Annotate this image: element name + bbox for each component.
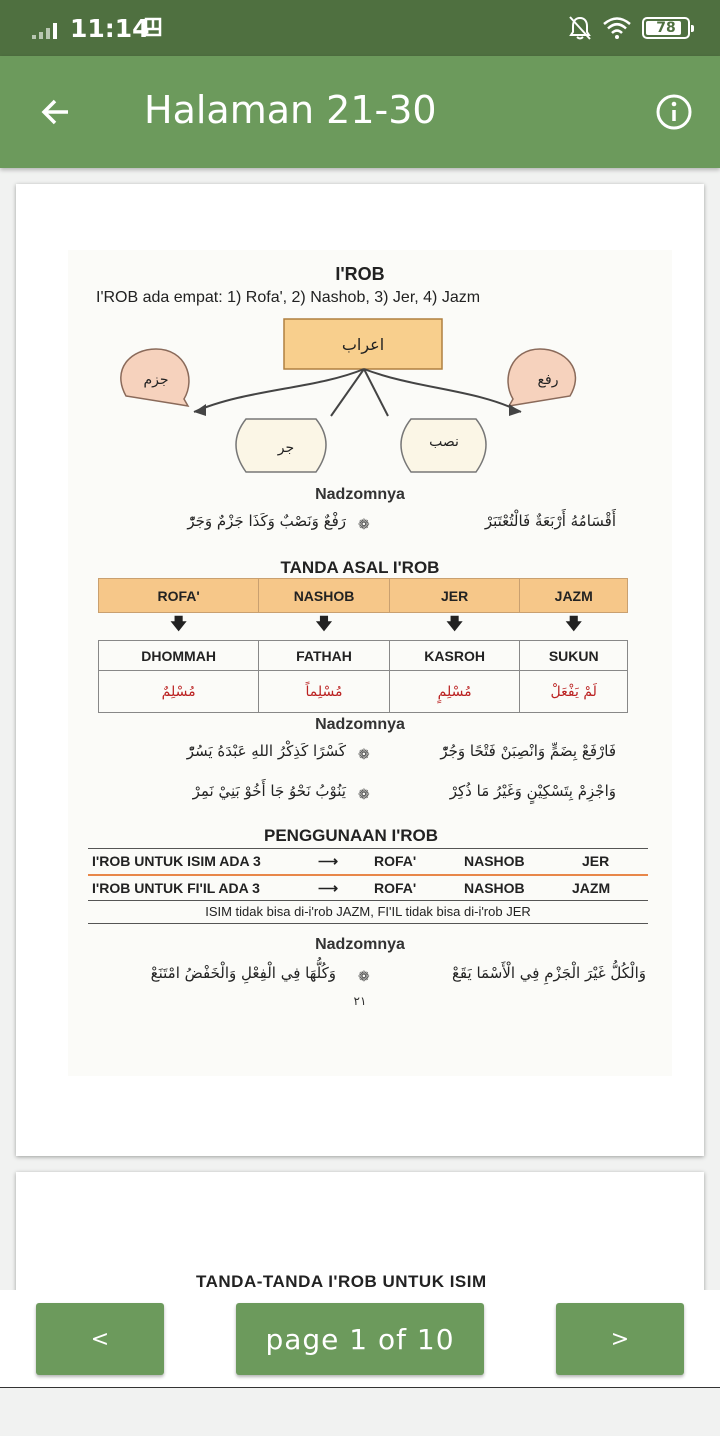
diagram-bottom-left-label: جر [277, 440, 295, 456]
arrow-down-icon: 🡇 [565, 616, 582, 633]
table-header-cell: ROFA' [99, 579, 259, 613]
intro-text: I'ROB ada empat: 1) Rofa', 2) Nashob, 3) Jer, 4) Jazm [96, 289, 481, 306]
notifications-off-icon [568, 15, 592, 41]
irob-diagram [16, 184, 704, 504]
table-note: ISIM tidak bisa di-i'rob JAZM, FI'IL tidak bisa di-i'rob JER [88, 900, 648, 924]
row-label: I'ROB UNTUK ISIM ADA 3 [92, 853, 261, 869]
status-bar [0, 0, 720, 56]
flower-ornament-icon: ❁ [358, 746, 370, 762]
verse-line: كَسْرًا كَذِكْرُ اللهِ عَبْدَهُ يَسُرّْ [186, 742, 346, 760]
next-page-button[interactable]: > [556, 1303, 684, 1375]
verse-line: فَارْفَعْ بِضَمٍّ وَانْصِبَنْ فَتْحًا وَجُرّْ [440, 742, 616, 760]
info-button[interactable] [648, 86, 700, 138]
diagram-center-label: اعراب [341, 335, 385, 354]
diagram-left-label: جزم [143, 372, 169, 388]
table-cell: ROFA' [374, 853, 417, 869]
arrow-down-icon: 🡇 [446, 616, 463, 633]
flower-ornament-icon: ❁ [358, 968, 370, 984]
screenshot-icon [144, 16, 164, 38]
verse-line: وَكُلُّهَا فِي الْفِعْلِ وَالْخَفْضُ امْتَنَعْ [150, 964, 336, 982]
row-label: I'ROB UNTUK FI'IL ADA 3 [92, 880, 260, 896]
info-circle-icon [655, 93, 693, 131]
page-number: ٢١ [353, 994, 367, 1008]
table-cell: مُسْلِمٍ [389, 671, 520, 713]
system-navigation-area [0, 1389, 720, 1436]
table-cell: ROFA' [374, 880, 417, 896]
arrow-right-icon: ⟶ [318, 880, 339, 896]
section-title: TANDA-TANDA I'ROB UNTUK ISIM [196, 1272, 487, 1290]
flower-ornament-icon: ❁ [358, 516, 370, 532]
pdf-viewer[interactable] [0, 168, 720, 1290]
table-cell: DHOMMAH [99, 641, 259, 671]
table-cell: مُسْلِماً [259, 671, 390, 713]
verse-line: وَالْكُلُّ غَيْرَ الْجَزْمِ فِي الْأَسْمَا يَقَعْ [451, 964, 646, 982]
diagram-right-label: رفع [537, 372, 559, 388]
table-cell: JER [582, 853, 610, 869]
diagram-bottom-right-label: نصب [429, 434, 459, 450]
verse-line: يَنُوْبُ نَحْوُ جَا أَخُوْ بَنِيْ نَمِرْ [192, 782, 346, 800]
nadzomnya-heading: Nadzomnya [315, 486, 405, 503]
tanda-asal-table [98, 578, 628, 713]
section-title-penggunaan: PENGGUNAAN I'ROB [264, 826, 439, 845]
nadzomnya-heading: Nadzomnya [315, 716, 405, 733]
back-button[interactable] [30, 86, 82, 138]
table-cell: SUKUN [520, 641, 628, 671]
table-header-cell: JAZM [520, 579, 628, 613]
table-header-cell: JER [389, 579, 520, 613]
page-indicator-button[interactable]: page 1 of 10 [236, 1303, 484, 1375]
page-title: Halaman 21-30 [144, 88, 437, 132]
wifi-icon [602, 16, 632, 40]
table-cell: NASHOB [464, 880, 525, 896]
nadzomnya-heading: Nadzomnya [315, 936, 405, 953]
verse-line: وَاجْزِمْ بِتَسْكِيْنٍ وَغَيْرُ مَا ذُكِرْ [449, 782, 616, 800]
table-cell: لَمْ يَفْعَلْ [520, 671, 628, 713]
document-page [16, 184, 704, 1156]
table-cell: مُسْلِمٌ [99, 671, 259, 713]
penggunaan-table [88, 848, 648, 924]
table-cell: FATHAH [259, 641, 390, 671]
arrow-down-icon: 🡇 [170, 616, 187, 633]
table-cell: NASHOB [464, 853, 525, 869]
table-header-cell: NASHOB [259, 579, 390, 613]
battery-icon [642, 17, 690, 39]
document-page [16, 1172, 704, 1290]
arrow-left-icon [40, 96, 72, 128]
table-row [88, 848, 648, 874]
arrow-down-icon: 🡇 [315, 616, 333, 633]
section-title-tanda: TANDA ASAL I'ROB [280, 558, 440, 577]
table-cell: KASROH [389, 641, 520, 671]
battery-level: 78 [656, 20, 676, 36]
table-cell: JAZM [572, 880, 611, 896]
app-bar [0, 56, 720, 168]
table-row [88, 874, 648, 900]
verse-line: رَفْعٌ وَنَصْبٌ وَكَذَا جَزْمٌ وَجَرّْ [187, 512, 346, 530]
flower-ornament-icon: ❁ [358, 786, 370, 802]
arrow-right-icon: ⟶ [318, 853, 339, 869]
verse-line: أَقْسَامُهُ أَرْبَعَةٌ فَالْتُعْتَبَرْ [484, 512, 616, 530]
page-navigation-bar [0, 1290, 720, 1388]
previous-page-button[interactable]: < [36, 1303, 164, 1375]
status-time: 11:14 [70, 14, 150, 43]
section-title-irob: I'ROB [335, 264, 385, 284]
signal-icon [32, 19, 62, 39]
